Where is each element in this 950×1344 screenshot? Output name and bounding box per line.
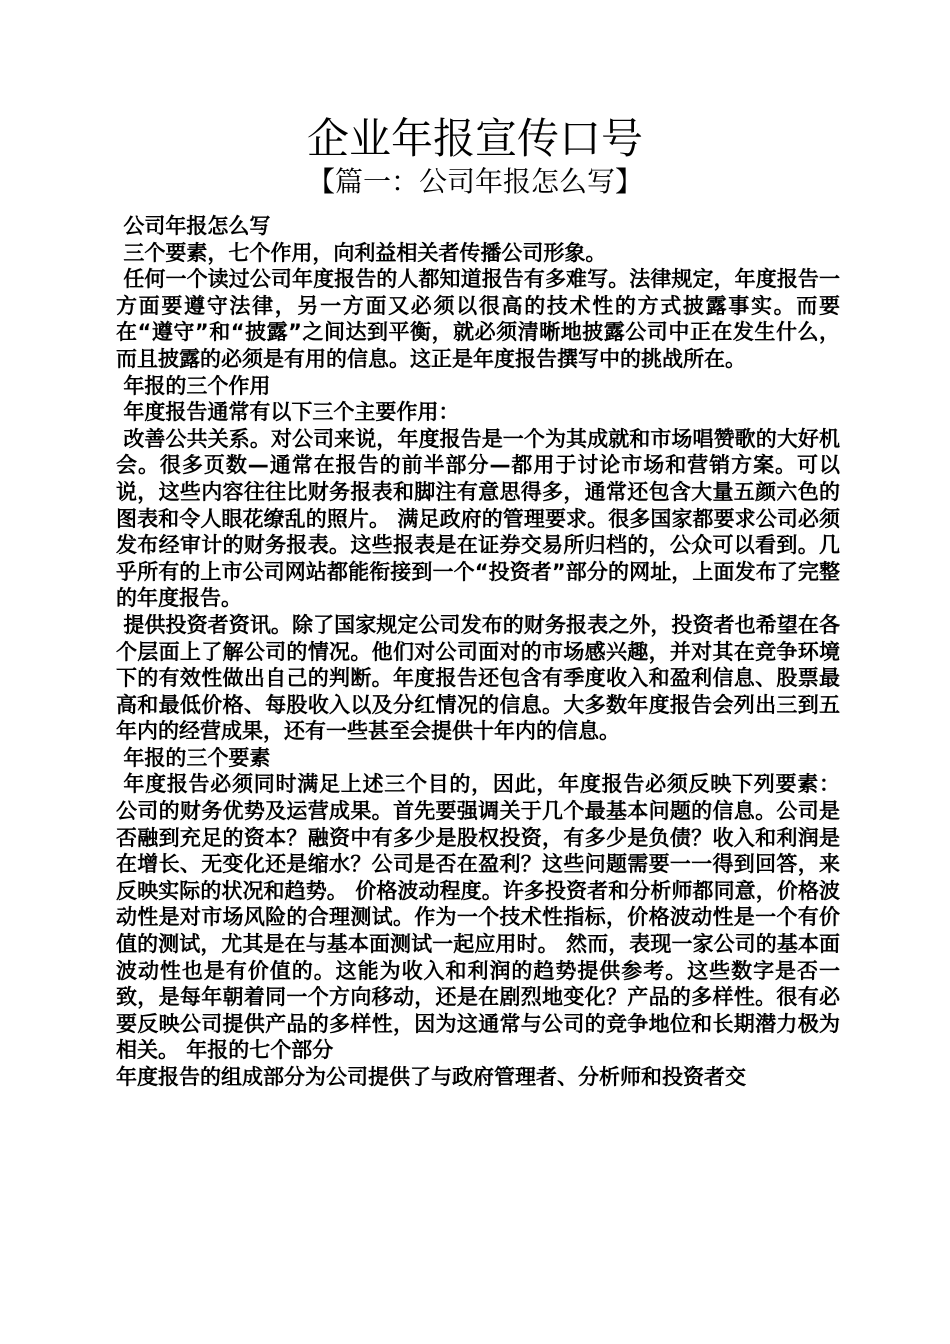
section-heading: 公司年报怎么写 — [123, 214, 271, 238]
section-heading: 年报的三个作用 — [123, 373, 271, 398]
document-body — [116, 213, 840, 1091]
paragraph: 年度报告的组成部分为公司提供了与政府管理者、分析师和投资者交 — [116, 1065, 746, 1089]
section-heading: 年报的三个要素 — [123, 745, 271, 770]
document-title: 企业年报宣传口号 — [306, 114, 643, 163]
paragraph: 任何一个读过公司年度报告的人都知道报告有多难写。法律规定，年度报告一方面要遵守法律，另一方面又必须以很高的技术性的方式披露事实。而要在“遵守”和“披露”之间达到平衡，就必须清晰地披露公司中正在发生什么，而且披露的必须是有用的信息。这正是年度报告撰写中的挑战所在。 — [116, 267, 840, 371]
paragraph: 三个要素，七个作用，向利益相关者传播公司形象。 — [123, 240, 607, 265]
paragraph: 提供投资者资讯。除了国家规定公司发布的财务报表之外，投资者也希望在各个层面上了解公司的情况。他们对公司面对的市场感兴趣，并对其在竞争环境下的有效性做出自己的判断。年度报告还包含有季度收入和盈利信息、股票最高和最低价格、每股收入以及分红情况的信息。大多数年度报告会列出三到五年内的经营成果，还有一些甚至会提供十年内的信息。 — [116, 612, 840, 744]
paragraph: 年度报告通常有以下三个主要作用： — [123, 400, 460, 425]
paragraph: 改善公共关系。对公司来说，年度报告是一个为其成就和市场唱赞歌的大好机会。很多页数—通常在报告的前半部分—都用于讨论市场和营销方案。可以说，这些内容往往比财务报表和脚注有意思得多，通常还包含大量五颜六色的图表和令人眼花缭乱的照片。 满足政府的管理要求。很多国家都要求公司必须发布经审计的财务报表。这些报表是在证券交易所归档的，公众可以看到。几乎所有的上市公司网站都能衔接到一个“投资者”部分的网址，上面发布了完整的年度报告。 — [116, 426, 840, 611]
document-subtitle: 【篇一：公司年报怎么写】 — [306, 165, 643, 198]
paragraph: 年度报告必须同时满足上述三个目的，因此，年度报告必须反映下列要素： 公司的财务优势及运营成果。首先要强调关于几个最基本问题的信息。公司是否融到充足的资本？融资中有多少是股权投资，有多少是负债？收入和利润是在增长、无变化还是缩水？公司是否在盈利？这些问题需要一一得到回答，来反映实际的状况和趋势。 价格波动程度。许多投资者和分析师都同意，价格波动性是对市场风险的合理测试。作为一个技术性指标，价格波动性是一个有价值的测试，尤其是在与基本面测试一起应用时。 然而，表现一家公司的基本面波动性也是有价值的。这能为收入和利润的趋势提供参考。这些数字是否一致，是每年朝着同一个方向移动，还是在剧烈地变化？产品的多样性。很有必要反映公司提供产品的多样性，因为这通常与公司的竞争地位和长期潜力极为相关。 年报的七个部分 — [116, 772, 840, 1063]
